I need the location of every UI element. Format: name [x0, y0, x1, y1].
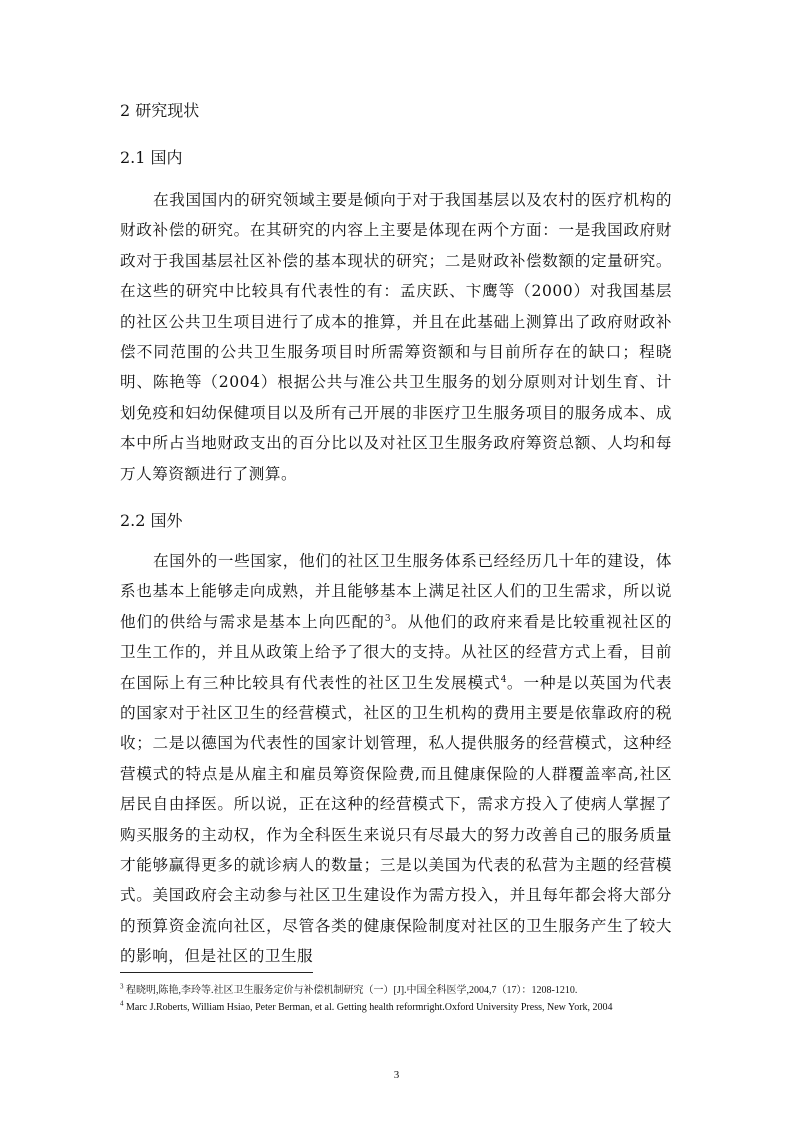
section-heading-research-status: 2 研究现状 [120, 101, 200, 120]
footnote-3 [120, 983, 675, 999]
footnotes [120, 983, 675, 1017]
subsection-heading-domestic: 2.1 国内 [120, 148, 183, 167]
foreign-paragraph [120, 546, 672, 972]
footnote-text: Marc J.Roberts, William Hsiao, Peter Berman, et al. Getting health reformright.Oxford University Press, New York, 2004 [126, 1002, 613, 1013]
footnote-number: 4 [120, 999, 124, 1008]
foreign-paragraph-text-1: 在国外的一些国家，他们的社区卫生服务体系已经经历几十年的建设，体系也基本上能够走向成熟，并且能够基本上满足社区人们的卫生需求，所以说他们的供给与需求是基本上向匹配的 [120, 552, 672, 631]
footnote-4 [120, 1000, 675, 1016]
domestic-paragraph: 在我国国内的研究领域主要是倾向于对于我国基层以及农村的医疗机构的财政补偿的研究。在其研究的内容上主要是体现在两个方面：一是我国政府财政对于我国基层社区补偿的基本现状的研究；二是财政补偿数额的定量研究。在这些的研究中比较具有代表性的有：孟庆跃、卞鹰等（2000）对我国基层的社区公共卫生项目进行了成本的推算，并且在此基础上测算出了政府财政补偿不同范围的公共卫生服务项目时所需筹资额和与目前所存在的缺口；程晓明、陈艳等（2004）根据公共与准公共卫生服务的划分原则对计划生育、计划免疫和妇幼保健项目以及所有己开展的非医疗卫生服务项目的服务成本、成本中所占当地财政支出的百分比以及对社区卫生服务政府筹资总额、人均和每万人筹资额进行了测算。 [120, 191, 672, 483]
footnote-ref-3[interactable]: 3 [384, 613, 391, 624]
page-number: 3 [393, 1069, 400, 1081]
foreign-paragraph-text-3: 。一种是以英国为代表的国家对于社区卫生的经营模式，社区的卫生机构的费用主要是依靠政府的税收；二是以德国为代表性的国家计划管理，私人提供服务的经营模式，这种经营模式的特点是从雇主和雇员筹资保险费,而且健康保险的人群覆盖率高,社区居民自由择医。所以说，正在这种的经营模式下，需求方投入了使病人掌握了购买服务的主动权，作为全科医生来说只有尽最大的努力改善自己的服务质量才能够赢得更多的就诊病人的数量；三是以美国为代表的私营为主题的经营模式。美国政府会主动参与社区卫生建设作为需方投入，并且每年都会将大部分的预算资金流向社区，尽管各类的健康保险制度对社区的卫生服务产生了较大的影响，但是社区的卫生服 [120, 673, 672, 966]
footnote-ref-4[interactable]: 4 [500, 674, 507, 685]
subsection-heading-foreign: 2.2 国外 [120, 511, 183, 530]
footnote-text: 程晓明,陈艳,李玲等.社区卫生服务定价与补偿机制研究（一）[J].中国全科医学,2004,7（17）：1208-1210. [126, 985, 578, 996]
footnote-divider [120, 972, 313, 973]
footnote-number: 3 [120, 982, 124, 991]
foreign-paragraph-text-2: 。从他们的政府来看是比较重视社区的卫生工作的，并且从政策上给予了很大的支持。从社区的经营方式上看，目前在国际上有三种比较具有代表性的社区卫生发展模式 [120, 612, 672, 692]
